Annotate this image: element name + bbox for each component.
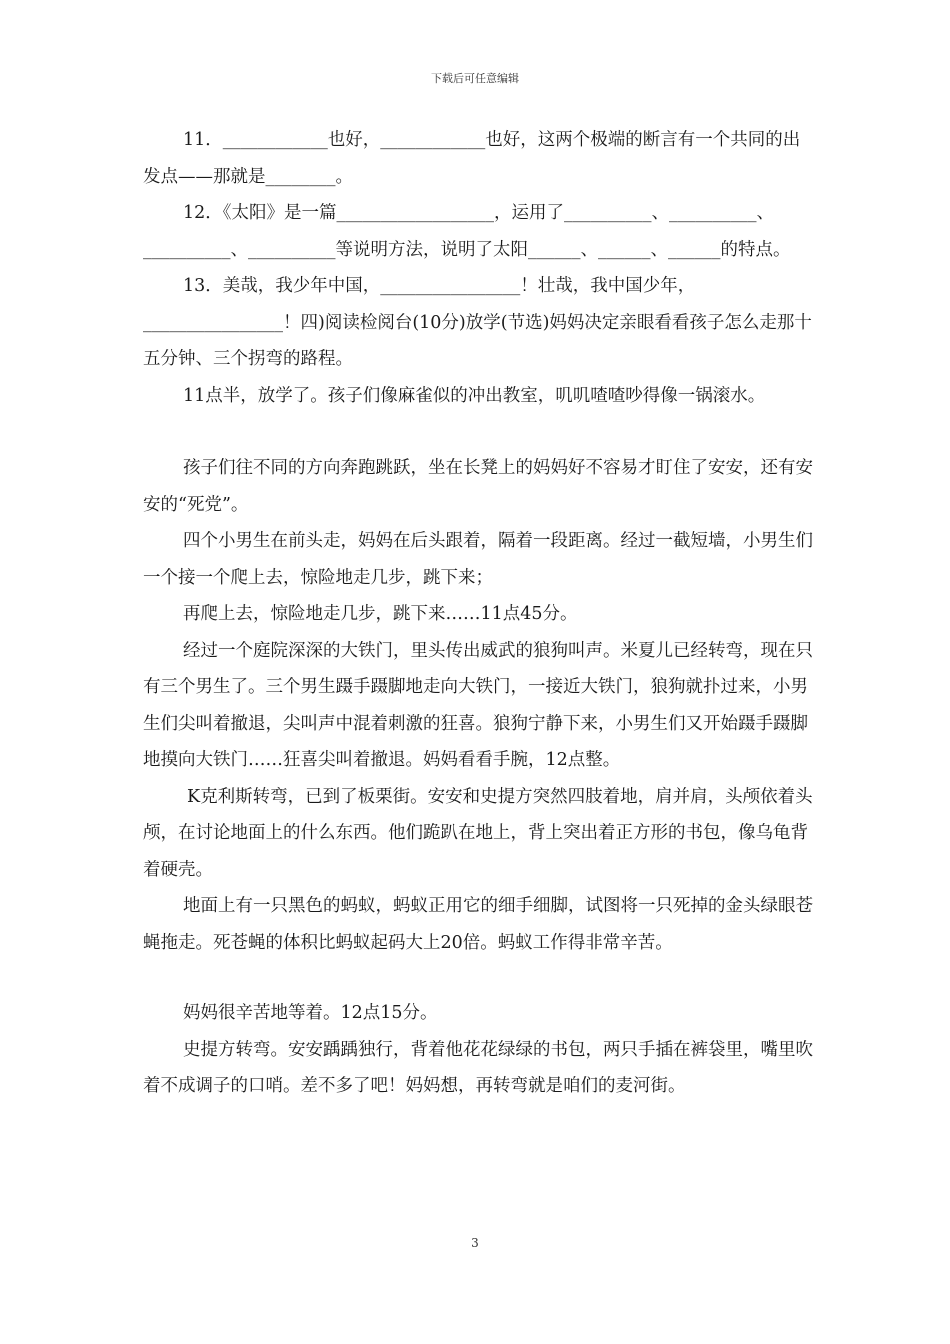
passage-paragraph: 地面上有一只黑色的蚂蚁，蚂蚁正用它的细手细脚，试图将一只死掉的金头绿眼苍蝇拖走。死苍蝇的体积比蚂蚁起码大上20倍。蚂蚁工作得非常辛苦。 [143,896,813,953]
passage-paragraph: 孩子们往不同的方向奔跑跳跃，坐在长凳上的妈妈好不容易才盯住了安安，还有安安的“死党”。 [143,458,813,515]
question-11: 11．____________也好，____________也好，这两个极端的断言有一个共同的出发点——那就是________。 [143,130,801,187]
question-12: 12．《太阳》是一篇__________________，运用了__________、__________、__________、__________等说明方法，说明了太阳______、______、______的特点。 [143,203,791,260]
passage-paragraph: K克利斯转弯，已到了板栗街。安安和史提方突然四肢着地，肩并肩，头颅依着头颅，在讨论地面上的什么东西。他们跪趴在地上，背上突出着正方形的书包，像乌龟背着硬壳。 [143,786,813,880]
page-number: 3 [471,1236,479,1250]
passage-paragraph: 史提方转弯。安安踽踽独行，背着他花花绿绿的书包，两只手插在裤袋里，嘴里吹着不成调子的口哨。差不多了吧！妈妈想，再转弯就是咱们的麦河街。 [143,1039,813,1096]
passage-paragraph: 再爬上去，惊险地走几步，跳下来……11点45分。 [183,604,578,624]
document-body [143,122,813,1105]
passage-paragraph: 妈妈很辛苦地等着。12点15分。 [183,1003,438,1023]
paragraph-spacer [143,414,813,450]
passage-paragraph: 四个小男生在前头走，妈妈在后头跟着，隔着一段距离。经过一截短墙，小男生们一个接一个爬上去，惊险地走几步，跳下来； [143,531,813,588]
question-13: 13．美哉，我少年中国，________________！壮哉，我中国少年，________________！四)阅读检阅台(10分)放学(节选)妈妈决定亲眼看看孩子怎么走那十五分钟、三个拐弯的路程。 [143,276,812,369]
passage-paragraph: 经过一个庭院深深的大铁门，里头传出威武的狼狗叫声。米夏儿已经转弯，现在只有三个男生了。三个男生蹑手蹑脚地走向大铁门，一接近大铁门，狼狗就扑过来，小男生们尖叫着撤退，尖叫声中混着刺激的狂喜。狼狗宁静下来，小男生们又开始蹑手蹑脚地摸向大铁门……狂喜尖叫着撤退。妈妈看看手腕，12点整。 [143,640,813,770]
page-header: 下载后可任意编辑 [431,72,519,85]
paragraph-spacer [143,961,813,995]
passage-paragraph: 11点半，放学了。孩子们像麻雀似的冲出教室，叽叽喳喳吵得像一锅滚水。 [183,385,766,406]
